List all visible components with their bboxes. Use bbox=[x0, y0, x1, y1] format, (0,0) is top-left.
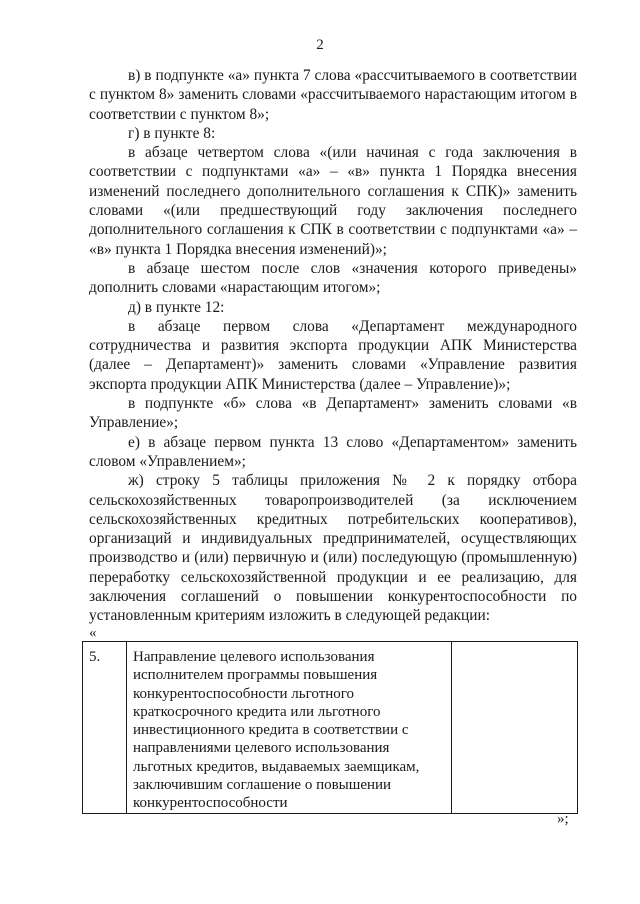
table-row bbox=[83, 642, 578, 814]
paragraph-zh: ж) строку 5 таблицы приложения № 2 к порядку отбора сельскохозяйственных товаропроизводителей (за исключением сельскохозяйственных кредитных потребительских кооперативов), организаций и индивидуальных предпринимателей, осуществляющих производство и (или) первичную и (или) последующую (промышленную) переработку сельскохозяйственной продукции и ее реализацию, для заключения соглашений о повышении конкурентоспособности по установленным критериям изложить в следующей редакции: bbox=[89, 472, 577, 625]
paragraph-d-podpunkt-b: в подпункте «б» слова «в Департамент» заменить словами «в Управление»; bbox=[89, 395, 577, 432]
open-quote: « bbox=[89, 625, 97, 641]
paragraph-d-abzac-1: в абзаце первом слова «Департамент международного сотрудничества и развития экспорта продукции АПК Министерства (далее – Департамент)» заменить словами «Управление развития экспорта продукции АПК Министерства (далее – Управление)»; bbox=[89, 317, 577, 393]
paragraph-g-abzac-6: в абзаце шестом после слов «значения которого приведены» дополнить словами «нарастающим итогом»; bbox=[89, 259, 577, 297]
paragraph-g-abzac-4: в абзаце четвертом слова «(или начиная с года заключения в соответствии с подпунктами «а» – «в» пункта 1 Порядка внесения изменений последнего дополнительного соглашения к СПК)» заменить словами «(или предшествующий году заключения последнего дополнительного соглашения к СПК в соответствии с подпунктами «а» – «в» пункта 1 Порядка внесения изменений)»; bbox=[89, 144, 577, 258]
row-number-cell: 5. bbox=[83, 642, 127, 814]
paragraph-g: г) в пункте 8: bbox=[128, 124, 216, 142]
close-quote: »; bbox=[557, 811, 569, 827]
value-cell bbox=[452, 642, 578, 814]
document-body bbox=[89, 66, 577, 626]
description-cell: Направление целевого использования исполнителем программы повышения конкурентоспособности льготного краткосрочного кредита или льготного инвестиционного кредита в соответствии с направлениями целевого использования льготных кредитов, выдаваемых заемщикам, заключившим соглашение о повышении конкурентоспособности bbox=[127, 642, 452, 814]
amendment-table bbox=[82, 641, 578, 814]
page-number: 2 bbox=[316, 37, 324, 53]
paragraph-e: е) в абзаце первом пункта 13 слово «Департаментом» заменить словом «Управлением»; bbox=[89, 433, 577, 470]
paragraph-d: д) в пункте 12: bbox=[128, 298, 225, 316]
paragraph-v: в) в подпункте «а» пункта 7 слова «рассчитываемого в соответствии с пунктом 8» заменить словами «рассчитываемого нарастающим итогом в соответствии с пунктом 8»; bbox=[89, 67, 577, 123]
